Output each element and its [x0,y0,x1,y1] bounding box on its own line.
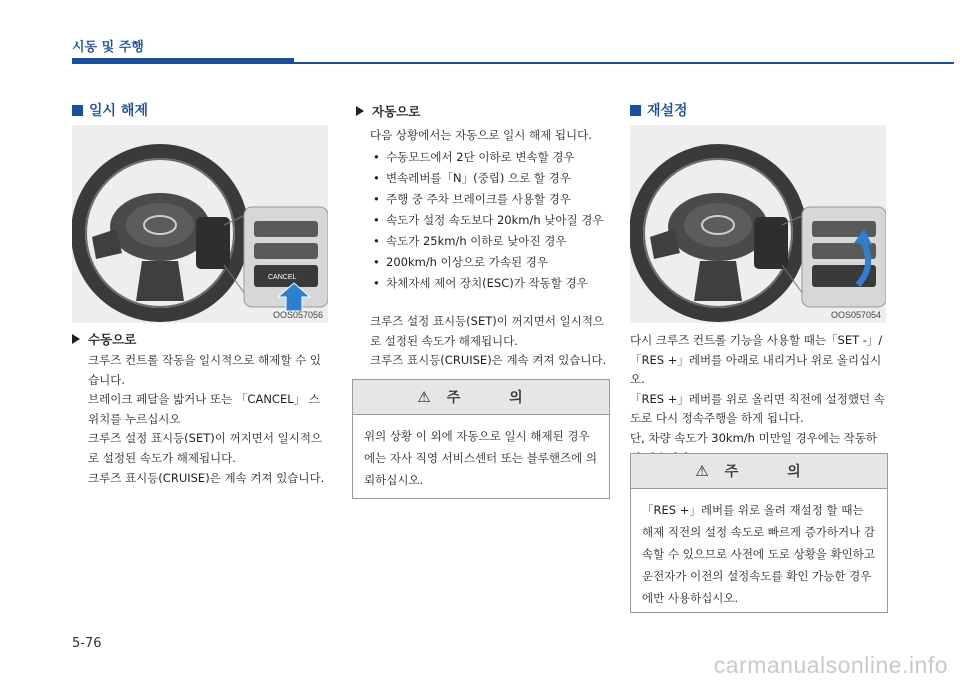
paragraph: 크루즈 표시등(CRUISE)은 계속 켜져 있습니다. [370,353,607,368]
warning-triangle-icon: ⚠ [695,462,709,480]
paragraph: 「RES +」레버를 위로 올리면 직전에 설정했던 속도로 다시 정속주행을 하게 됩니다. [630,391,885,426]
automatic-cancel-text [370,312,610,371]
reset-text [630,331,888,468]
section-title-reset: 재설정 [630,100,688,120]
warning-triangle-icon: ⚠ [417,388,431,406]
manual-cancel-text [88,351,330,488]
triangle-right-icon [72,334,80,344]
caution-title: 주 의 [446,390,545,406]
paragraph: 크루즈 표시등(CRUISE)은 계속 켜져 있습니다. [88,470,325,485]
paragraph: 단, 차량 속도가 30km/h 미만일 경우에는 작동하 [630,430,877,445]
paragraph: 크루즈 설정 표시등(SET)이 꺼지면서 일시적으로 설정된 속도가 해제됩니다. [88,431,323,465]
figure-steering-wheel-cancel [72,125,328,323]
caution-header [631,454,887,489]
paragraph: 크루즈 컨트롤 작동을 일시적으로 해제할 수 있습니다. [88,353,322,387]
watermark: carmanualsonline.info [713,652,948,678]
section-title-temporary-cancel: 일시 해제 [72,100,148,120]
steering-wheel-res-illustration [630,125,886,323]
header-rule-thick [72,58,294,64]
caution-text: 「RES +」레버를 위로 올려 재설정 할 때는 해제 직전의 설정 속도로 빠르게 증가하거나 감속할 수 있으므로 사전에 도로 상황을 확인하고 운전자가 이전의 설정속도를 확인 가능한 경우에만 사용하십시오. [642,503,876,605]
square-icon [630,105,641,116]
list-item: • 주행 중 주차 브레이크를 사용할 경우 [370,189,610,210]
caution-title: 주 의 [724,464,823,480]
caution-box-auto [352,379,610,499]
caution-header [353,380,609,415]
triangle-right-icon [356,106,364,116]
automatic-conditions-list [370,147,610,294]
paragraph: 다시 크루즈 컨트롤 기능을 사용할 때는「SET -」/「RES +」레버를 아래로 내리거나 위로 올리십시오. [630,333,883,387]
figure-code: OOS057056 [272,310,323,320]
paragraph: 크루즈 설정 표시등(SET)이 꺼지면서 일시적으로 설정된 속도가 해제됩니다. [370,314,605,348]
list-item: • 수동모드에서 2단 이하로 변속할 경우 [370,147,610,168]
caution-text: 위의 상황 이 외에 자동으로 일시 해제된 경우에는 자사 직영 서비스센터 또는 블루핸즈에 의뢰하십시오. [364,429,598,487]
steering-wheel-cancel-illustration [72,125,328,323]
square-icon [72,105,83,116]
running-header: 시동 및 주행 [72,40,144,55]
figure-code: OOS057054 [830,310,881,320]
header-rule-thin [294,62,954,64]
caution-box-reset [630,453,888,613]
automatic-intro: 다음 상황에서는 자동으로 일시 해제 됩니다. [370,128,592,142]
figure-steering-wheel-res [630,125,886,323]
subheading-manual: 수동으로 [72,330,136,348]
cancel-switch-label: CANCEL [268,274,297,281]
list-item: • 변속레버를「N」(중립) 으로 할 경우 [370,168,610,189]
list-item: • 200km/h 이상으로 가속된 경우 [370,252,610,273]
list-item: • 차체자세 제어 장치(ESC)가 작동할 경우 [370,273,610,294]
paragraph: 브레이크 페달을 밟거나 또는 「CANCEL」 스위치를 누르십시오 [88,392,320,426]
page-number: 5-76 [72,636,102,651]
list-item: • 속도가 설정 속도보다 20km/h 낮아질 경우 [370,210,610,231]
list-item: • 속도가 25km/h 이하로 낮아진 경우 [370,231,610,252]
subheading-automatic: 자동으로 [356,102,420,120]
